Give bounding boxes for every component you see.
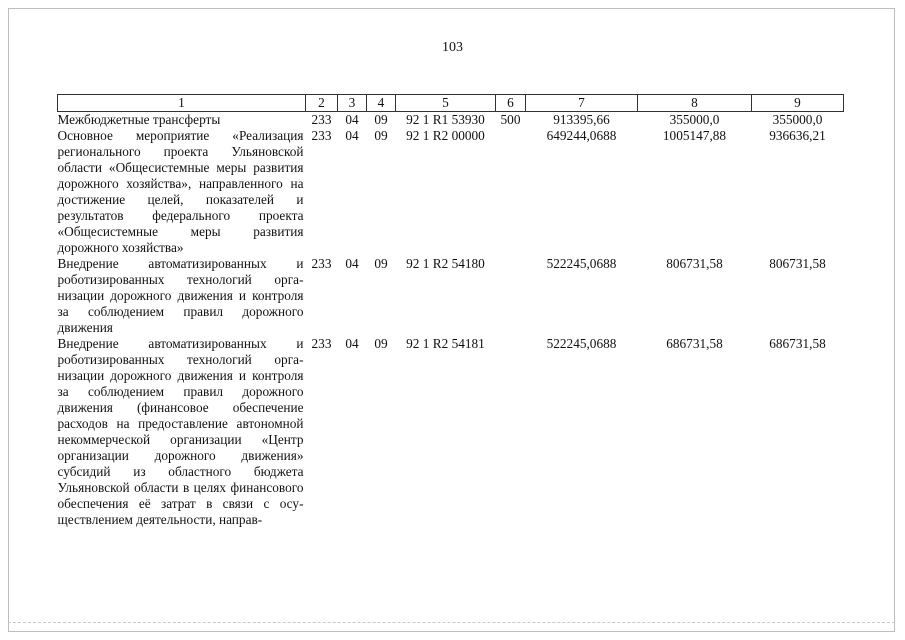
row-amount-2: 1005147,88 [662,128,727,143]
row-name: Внедрение автоматизированных и роботизированных технологий организации дорожного движения и контроля за соблюдением правил дорожного движения (финансовое обеспечение расходов на предоставление автономной некоммерческой организации «Центр организации дорожного движения» субсидий из областного бюджета Ульяновской области в целях финансового обеспечения её затрат в связи с осуществлением деятельности, направ- [57,336,304,527]
row-target-article: 92 1 R2 54181 [406,336,485,351]
col-header: 2 [306,95,338,112]
row-amount-1: 522245,0688 [546,336,617,351]
row-admin-code: 233 [311,336,332,351]
row-amount-1: 649244,0688 [546,128,617,143]
row-subsection: 09 [374,112,388,127]
col-header: 6 [496,95,526,112]
row-section: 04 [345,112,359,127]
row-target-article: 92 1 R1 53930 [406,112,485,127]
row-expense-type [496,336,526,528]
row-expense-type [496,256,526,336]
row-amount-2: 806731,58 [666,256,723,271]
col-header: 4 [367,95,396,112]
row-amount-3: 686731,58 [769,336,826,351]
col-header: 8 [638,95,752,112]
row-section: 04 [345,336,359,351]
row-amount-2: 686731,58 [666,336,723,351]
row-name: Межбюджетные трансферты [57,112,221,127]
row-subsection: 09 [374,336,388,351]
budget-table [57,94,844,528]
row-admin-code: 233 [311,256,332,271]
row-expense-type [496,128,526,256]
row-expense-type: 500 [500,112,521,127]
row-subsection: 09 [374,128,388,143]
row-target-article: 92 1 R2 00000 [406,128,485,143]
row-amount-3: 355000,0 [772,112,823,127]
row-amount-3: 806731,58 [769,256,826,271]
row-amount-3: 936636,21 [769,128,826,143]
row-name: Внедрение автоматизированных и роботизированных технологий организации дорожного движения и контроля за соблюдением правил дорожного движения [57,256,304,335]
col-header: 7 [526,95,638,112]
row-name: Основное мероприятие «Реализация регионального проекта Ульяновской области «Общесистемные меры развития дорожного хозяйства», направленного на достижение целей, показателей и результатов федерального проекта «Общесистемные меры развития дорожного хозяйства» [57,128,304,255]
page-number: 103 [442,40,463,55]
table-row [58,112,844,129]
page-bottom-divider [8,622,895,623]
table-row [58,336,844,528]
col-header: 9 [752,95,844,112]
row-section: 04 [345,256,359,271]
col-header: 1 [58,95,306,112]
col-header: 5 [396,95,496,112]
row-amount-2: 355000,0 [669,112,720,127]
table-header-row [58,95,844,112]
row-admin-code: 233 [311,128,332,143]
table-row [58,128,844,256]
row-amount-1: 522245,0688 [546,256,617,271]
row-target-article: 92 1 R2 54180 [406,256,485,271]
table-row [58,256,844,336]
col-header: 3 [338,95,367,112]
row-amount-1: 913395,66 [553,112,610,127]
row-subsection: 09 [374,256,388,271]
row-section: 04 [345,128,359,143]
row-admin-code: 233 [311,112,332,127]
